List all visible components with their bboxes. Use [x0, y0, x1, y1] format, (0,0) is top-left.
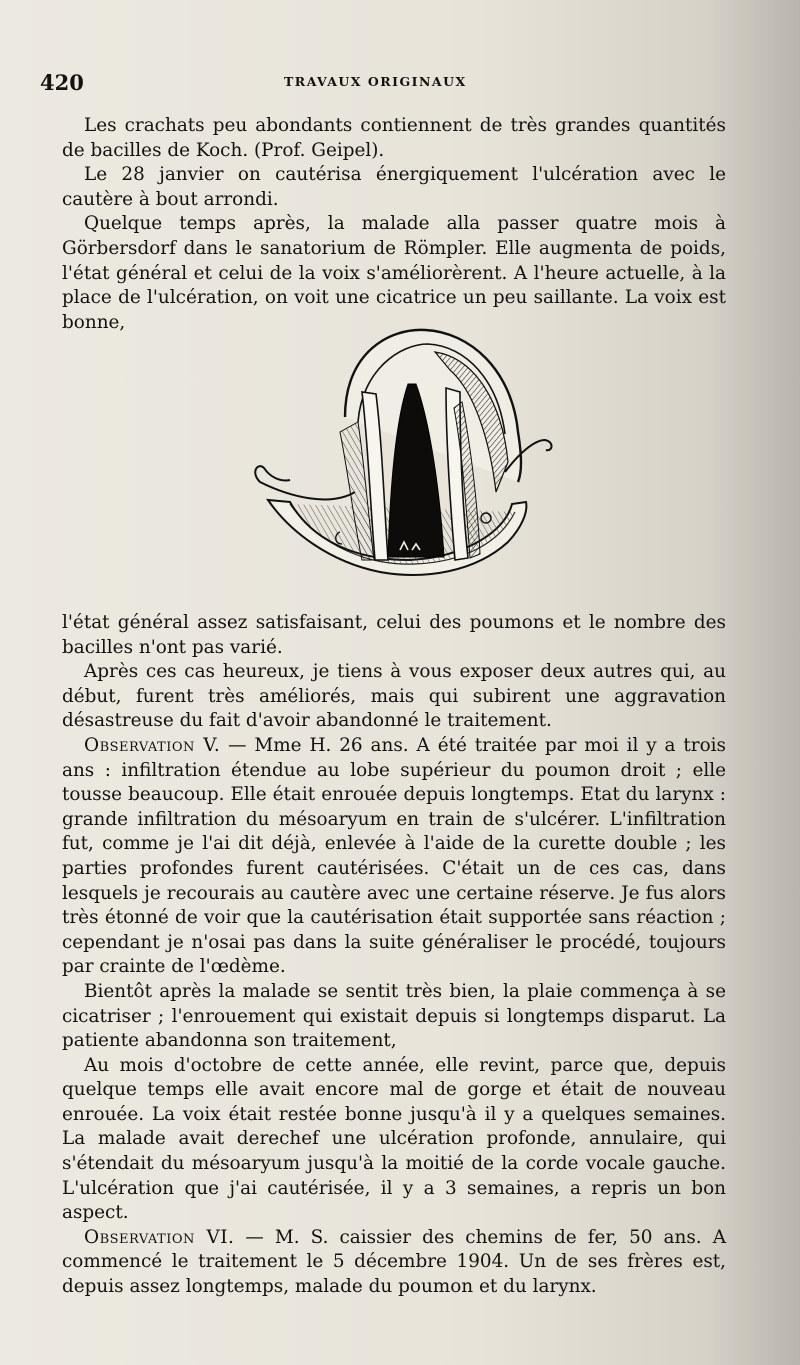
- text-block-top: [62, 114, 726, 335]
- paragraph: Les crachats peu abondants contiennent de très grandes quantités de bacilles de Koch. (Prof. Geipel).: [62, 115, 726, 161]
- observation-6-label: Observation VI.: [84, 1226, 235, 1248]
- observation-5-paragraph: [62, 734, 726, 980]
- observation-6-text: — M. S. caissier des chemins de fer, 50 ans. A commencé le traitement le 5 décembre 1904. Un de ses frères est, depuis assez longtemps, malade du poumon et du larynx.: [62, 1226, 726, 1298]
- paragraph: Au mois d'octobre de cette année, elle revint, parce que, depuis quelque temps elle avait encore mal de gorge et était de nouveau enrouée. La voix était restée bonne jusqu'à il y a quelques semaines. La malade avait derechef une ulcération profonde, annulaire, qui s'étendait du mésoaryum jusqu'à la moitié de la corde vocale gauche. L'ulcération que j'ai cautérisée, il y a 3 semaines, a repris un bon aspect.: [62, 1054, 726, 1224]
- text-block-bottom: [62, 611, 726, 1300]
- observation-5-label: Observation V.: [84, 734, 221, 756]
- paragraph: Après ces cas heureux, je tiens à vous exposer deux autres qui, au début, furent très améliorés, mais qui subirent une aggravation désastreuse du fait d'avoir abandonné le traitement.: [62, 661, 726, 732]
- page-number: 420: [40, 70, 84, 95]
- left-hook: [255, 466, 355, 499]
- paragraph: Bientôt après la malade se sentit très bien, la plaie commença à se cicatriser ; l'enrouement qui existait depuis si longtemps disparut. La patiente abandonna son traitement,: [62, 980, 726, 1052]
- larynx-illustration: [250, 322, 560, 592]
- observation-6-paragraph: [62, 1226, 726, 1300]
- observation-5-text: — Mme H. 26 ans. A été traitée par moi il y a trois ans : infiltration étendue au lobe supérieur du poumon droit ; elle tousse beaucoup. Elle était enrouée depuis longtemps. Etat du larynx : grande infiltration du mésoaryum en train de s'ulcérer. L'infiltration fut, comme je l'ai dit déjà, enlevée à l'aide de la curette double ; les parties profondes furent cautérisées. C'était un de ces cas, dans lesquels je recourais au cautère avec une certaine réserve. Je fus alors très étonné de voir que la cautérisation était supportée sans réaction ; cependant je n'osai pas dans la suite généraliser le procédé, toujours par crainte de l'œdème.: [62, 734, 726, 978]
- running-title: TRAVAUX ORIGINAUX: [284, 74, 467, 89]
- paragraph: Le 28 janvier on cautérisa énergiquement l'ulcération avec le cautère à bout arrondi.: [62, 164, 726, 210]
- paragraph: l'état général assez satisfaisant, celui des poumons et le nombre des bacilles n'ont pas varié.: [62, 612, 726, 658]
- page-header: [40, 70, 740, 100]
- paragraph: Quelque temps après, la malade alla passer quatre mois à Görbersdorf dans le sanatorium de Römpler. Elle augmenta de poids, l'état général et celui de la voix s'améliorèrent. A l'heure actuelle, à la place de l'ulcération, on voit une cicatrice un peu saillante. La voix est bonne,: [62, 213, 726, 333]
